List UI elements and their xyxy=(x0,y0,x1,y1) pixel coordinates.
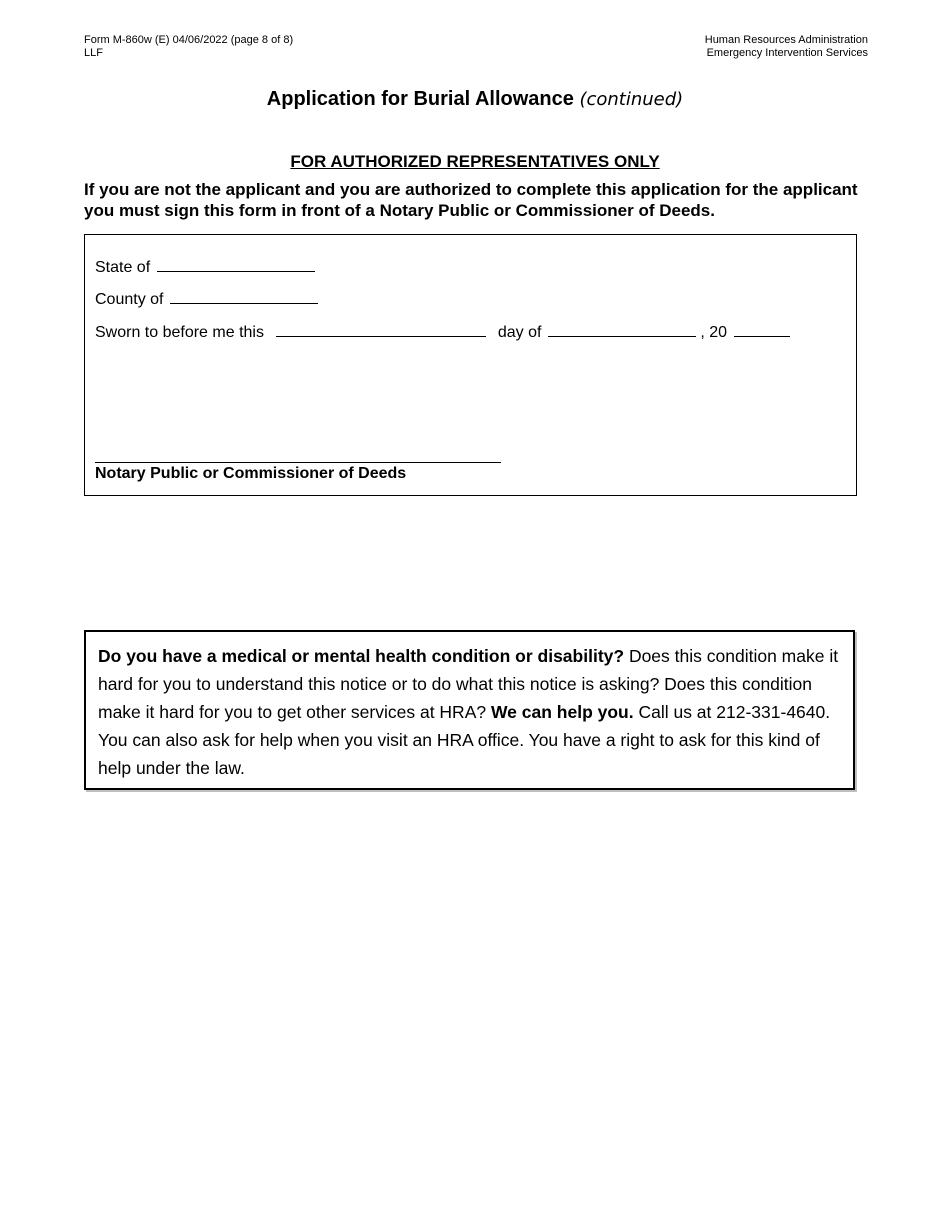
help-contact-text: Call us at 212-331-4640. You can also ask for help when you visit an HRA office. You have a right to ask for this kind of help under the law. xyxy=(98,702,831,778)
form-header-left xyxy=(84,34,293,60)
sworn-label: Sworn to before me this xyxy=(95,324,264,341)
sworn-row xyxy=(95,320,790,342)
state-field[interactable] xyxy=(157,255,315,272)
division-name: Emergency Intervention Services xyxy=(706,47,868,59)
day-of-label: day of xyxy=(497,324,542,341)
title-main: Application for Burial Allowance xyxy=(266,88,574,110)
section-heading: FOR AUTHORIZED REPRESENTATIVES ONLY xyxy=(290,152,660,171)
notary-signature-line[interactable] xyxy=(95,462,501,463)
instructions-text: If you are not the applicant and you are authorized to complete this application for the applicant you must sign this form in front of a Notary Public or Commissioner of Deeds. xyxy=(84,180,858,220)
notary-section xyxy=(84,234,857,496)
state-row xyxy=(95,255,315,277)
form-id: Form M-860w (E) 04/06/2022 (page 8 of 8) xyxy=(84,34,294,46)
title-continued: (continued) xyxy=(579,89,684,110)
county-field[interactable] xyxy=(170,287,318,304)
county-label: County of xyxy=(95,291,164,308)
month-field[interactable] xyxy=(548,320,696,337)
disability-help-notice xyxy=(84,630,855,790)
state-label: State of xyxy=(95,259,151,276)
help-question-text: Does this condition make it hard for you to understand this notice or to do what this notice is asking? Does this condition make it hard for you to get other services at HRA? xyxy=(98,646,839,722)
form-header-right xyxy=(705,34,868,60)
year-prefix: , 20 xyxy=(700,324,728,341)
help-question: Do you have a medical or mental health condition or disability? xyxy=(98,646,625,666)
sworn-day-field[interactable] xyxy=(276,320,486,337)
help-offer: We can help you. xyxy=(490,702,634,722)
agency-name: Human Resources Administration xyxy=(704,34,868,46)
year-field[interactable] xyxy=(734,320,790,337)
form-code: LLF xyxy=(84,47,103,59)
notary-signature-label: Notary Public or Commissioner of Deeds xyxy=(95,465,407,482)
page-title xyxy=(0,88,950,111)
county-row xyxy=(95,287,318,309)
